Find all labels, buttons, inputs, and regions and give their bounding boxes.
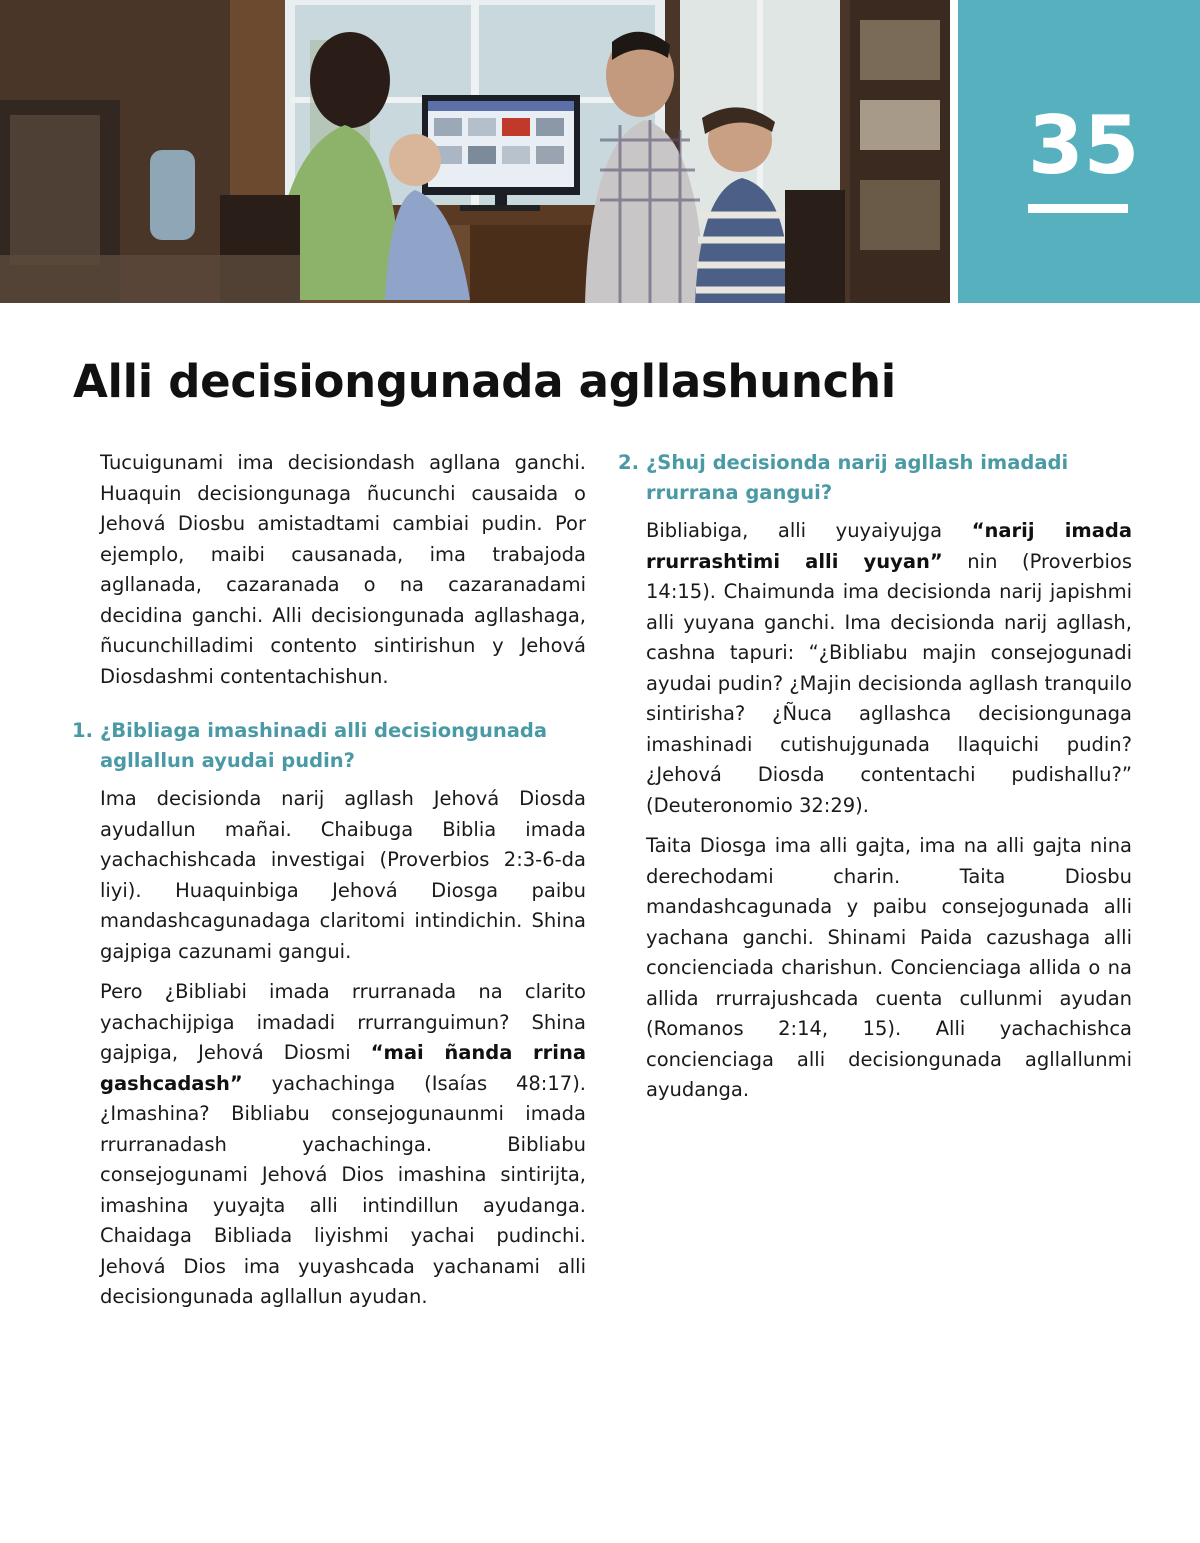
lesson-number: 35 (1028, 99, 1140, 192)
page-title: Alli decisiongunada agllashunchi (73, 355, 896, 408)
question-text: ¿Bibliaga imashinadi alli decisiongunada agllallun ayudai pudin? (100, 719, 548, 772)
intro-paragraph: Tucuigunami ima decisiondash agllana ganchi. Huaquin decisiongunaga ñucunchi causaida o Jehová Diosbu amistadtami cambiai pudin. Por ejemplo, maibi causanada, ima trabajoda agllanada, cazaranada o na cazaranadami decidina ganchi. Alli decisiongunada agllashaga, ñucunchilladimi contento sintirishun y Jehová Diosdashmi contentachishun. (100, 451, 586, 688)
lesson-number-badge (958, 0, 1200, 303)
paragraph-text: Pero ¿Bibliabi imada rrurranada na clarito yachachijpiga imadadi rrurranguimun? Shina gajpiga, Jehová Diosmi (100, 980, 586, 1064)
hero-photo (0, 0, 950, 303)
answer-paragraph (646, 516, 1132, 821)
bold-quote: “mai ñanda rrina gashcadash” (100, 1041, 586, 1095)
question-number: 2. (618, 451, 639, 474)
badge-underline (1028, 204, 1128, 213)
family-at-computer-photo (0, 0, 950, 303)
paragraph-text: yachachinga (Isaías 48:17). ¿Imashina? Bibliabu consejogunaunmi imada rrurranadash yachachinga. Bibliabu consejogunami Jehová Dios imashina sintirijta, imashina yuyajta alli intindillun ayudanga. Chaidaga Bibliada liyishmi yachai pudinchi. Jehová Dios ima yuyashcada yachanami alli decisiongunada agllallun ayudan. (100, 1071, 586, 1308)
left-column (72, 448, 586, 1323)
question-number: 1. (72, 719, 93, 742)
question-heading-1 (72, 716, 586, 776)
question-text: ¿Shuj decisionda narij agllash imadadi rrurrana gangui? (646, 451, 1069, 504)
question-heading-2 (618, 448, 1132, 508)
right-column (618, 448, 1132, 1116)
bold-quote: “narij imada rrurrashtimi alli yuyan” (646, 519, 1132, 573)
answer-paragraph: Ima decisionda narij agllash Jehová Diosda ayudallun mañai. Chaibuga Biblia imada yachachishcada investigai (Proverbios 2:3-6-da liyi). Huaquinbiga Jehová Diosga paibu mandashcagunadaga claritomi intindichin. Shina gajpiga cazunami gangui. (100, 787, 586, 963)
paragraph-text: nin (Proverbios 14:15). Chaimunda ima decisionda narij japishmi alli yuyana ganchi. Ima decisionda narij agllash, cashna tapuri: “¿Bibliabu majin consejogunadi ayudai pudin? ¿Majin decisionda agllash tranquilo sintirisha? ¿Ñuca agllashca decisiongunaga imashinadi cutishujgunada llaquichi pudin? ¿Jehová Diosda contentachi pudishallu?” (Deuteronomio 32:29). (646, 549, 1132, 817)
paragraph-text: Bibliabiga, alli yuyaiyujga (646, 519, 972, 542)
answer-paragraph (100, 977, 586, 1313)
answer-paragraph: Taita Diosga ima alli gajta, ima na alli gajta nina derechodami charin. Taita Diosbu mandashcagunada y paibu consejogunada alli yachana ganchi. Shinami Paida cazushaga alli concienciada charishun. Concienciaga allida o na allida rrurrajushcada cuenta cullunmi ayudan (Romanos 2:14, 15). Alli yachachishca concienciaga alli decisiongunada agllallunmi ayudanga. (646, 834, 1132, 1101)
